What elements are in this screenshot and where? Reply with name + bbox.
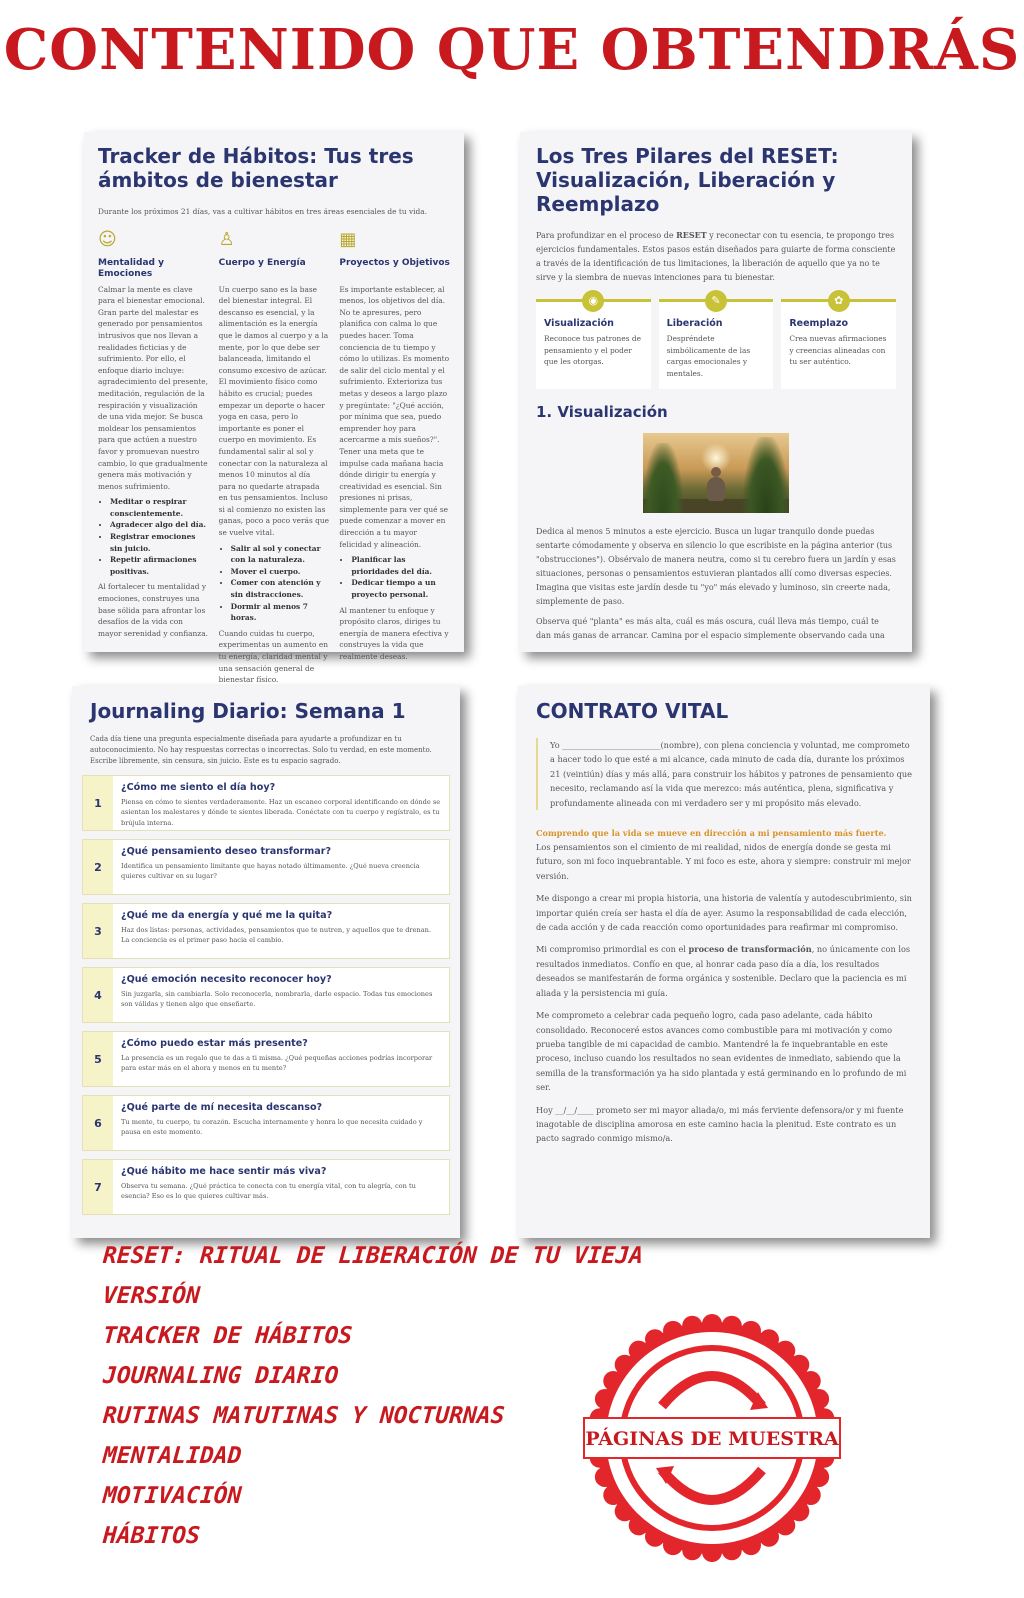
question-number: 2 — [83, 840, 113, 894]
stamp-scallop — [702, 1314, 722, 1334]
question-number: 3 — [83, 904, 113, 958]
habit-bullet: • Registrar emociones sin juicio. — [110, 531, 209, 554]
intro-text: y reconectar con tu esencia, te propongo tres ejercicios fundamentales. Estos pasos están diseñados para guiarte de forma consciente a través de la identificación de tus limitaciones, la liberación de aquello que ya no te sirve y la siembra de nuevas intenciones para tu bienestar. — [536, 231, 896, 282]
question-title: ¿Qué me da energía y qué me la quita? — [121, 910, 333, 921]
content-topics-list — [103, 1236, 663, 1556]
pillar-text: Despréndete simbólicamente de las cargas emocionales y mentales. — [666, 334, 751, 378]
content-topic: VERSIÓN — [102, 1283, 201, 1309]
question-card — [82, 1095, 450, 1151]
stamp-scallop — [682, 1316, 702, 1336]
sample-pages-stamp — [580, 1306, 844, 1570]
content-topic: JOURNALING DIARIO — [102, 1363, 340, 1389]
column-text: Calmar la mente es clave para el bienestar emocional. Gran parte del malestar es generado por pensamientos intrusivos que nos llevan a realidades ficticias y de sufrimiento. Por ello, el enfoque diario incluye: agradecimiento del presente, meditación, regulación de la respiración y visualización de una vida mejor. Se busca moldear los pensamientos para que actúen a nuestro favor y promuevan nuestro cambio, lo que gradualmente genera más motivación y menos sufrimiento. — [98, 284, 209, 491]
page-title: Los Tres Pilares del RESET: Visualización, Liberación y Reemplazo — [536, 144, 839, 216]
contract-body — [536, 840, 912, 1146]
section-body — [536, 525, 896, 643]
column-closing: Al mantener tu enfoque y propósito claros, diriges tu energía de manera efectiva y construyes la vida que realmente deseas. — [339, 605, 449, 661]
question-title: ¿Cómo me siento el día hoy? — [121, 782, 276, 793]
question-description: Identifica un pensamiento limitante que hayas notado últimamente. ¿Qué nueva creencia quieres cultivar en su lugar? — [121, 862, 420, 881]
feather-icon: ✎ — [705, 290, 727, 312]
contract-paragraph — [536, 942, 912, 1000]
question-number: 4 — [83, 968, 113, 1022]
question-content — [113, 1160, 449, 1214]
question-description: Haz dos listas: personas, actividades, pensamientos que te nutren, y aquellos que te drenan. La conciencia es el primer paso hacia el cambio. — [121, 926, 431, 945]
pillar-card — [536, 294, 651, 389]
page-intro: Durante los próximos 21 días, vas a cultivar hábitos en tres áreas esenciales de tu vida. — [98, 207, 427, 216]
map-icon: ▦ — [339, 228, 357, 250]
habit-bullet: • Mover el cuerpo. — [231, 566, 330, 578]
pillars-row — [536, 294, 896, 389]
sample-page-contract — [518, 686, 930, 1238]
question-content — [113, 776, 449, 830]
page-intro — [536, 228, 896, 285]
content-topic: MENTALIDAD — [102, 1443, 243, 1469]
question-title: ¿Cómo puedo estar más presente? — [121, 1038, 308, 1049]
stamp-scallop — [702, 1542, 722, 1562]
contract-paragraph: Me comprometo a celebrar cada pequeño logro, cada paso adelante, cada hábito consolidado. Reconoceré estos avances como combustible para mi motivación y como prueba tangible de mi capacidad de cambio. Mantendré la fe inquebrantable en este proceso, incluso cuando los resultados no sean evidentes de inmediato, sabiendo que la semilla de la transformación ya ha sido plantada y está germinando en lo profundo de mi ser. — [536, 1010, 907, 1093]
meditation-photo — [643, 433, 789, 513]
stamp-scallop — [722, 1540, 742, 1560]
question-description: Tu mente, tu cuerpo, tu corazón. Escucha internamente y honra lo que necesita cuidado y pausa en este momento. — [121, 1118, 423, 1137]
content-topic: RUTINAS MATUTINAS Y NOCTURNAS — [102, 1403, 506, 1429]
column-text: Es importante establecer, al menos, los objetivos del día. No te apresures, pero planifica con calma lo que puedes hacer. Toma conciencia de tu tiempo y cómo lo utilizas. Es momento de salir del ciclo mental y el sufrimiento. Exterioriza tus metas y deseos a largo plazo y pregúntate: "¿Qué acción, por mínima que sea, puedo emprender hoy para acercarme a mis sueños?". Tener una meta que te impulse cada mañana hacia dónde dirigir tu energía y creatividad es esencial. Sin presiones ni prisas, simplemente para ver qué se puede comenzar a mover en dirección a tu mayor felicidad y alineación. — [339, 284, 450, 549]
column-title: Proyectos y Objetivos — [339, 257, 450, 268]
column-text: Un cuerpo sano es la base del bienestar integral. El descanso es esencial, y la alimentación es la energía que le damos al cuerpo y a la mente, por lo que debe ser balanceada, limitando el consumo excesivo de azúcar. El movimiento físico como hábito es crucial; puedes empezar un deporte o hacer yoga en casa, pero lo importante es poner el cuerpo en movimiento. Es fundamental salir al sol y conectar con la naturaleza al menos 10 minutos al día para no quedarte atrapada en tus pensamientos. Incluso si al comienzo no existen las ganas, poco a poco verás que se vuelve vital. — [218, 284, 329, 538]
habit-bullet: • Dormir al menos 7 horas. — [231, 601, 330, 624]
habit-bullet: • Dedicar tiempo a un proyecto personal. — [351, 577, 450, 600]
brain-icon: ☺ — [98, 228, 117, 250]
sample-page-journaling — [72, 686, 460, 1238]
pillar-title: Liberación — [666, 318, 723, 329]
eye-icon: ◉ — [582, 290, 604, 312]
contract-quote: Yo ________________________(nombre), con plena conciencia y voluntad, me comprometo a hacer todo lo que esté a mi alcance, cada minuto de cada día, durante los próximos 21 (veintiún) días y más allá, para construir los hábitos y patrones de pensamiento que necesito, reclamando así la vida que merezco: más auténtica, plena, significativa y profundamente alineada con mi verdadero ser y mi propósito más elevado. — [536, 738, 912, 810]
page-intro: Cada día tiene una pregunta especialmente diseñada para ayudarte a profundizar en tu autoconocimiento. No hay respuestas correctas o incorrectas. Solo tu verdad, en este momento. Escribe libremente, sin censura, sin juicio. Este es tu espacio sagrado. — [90, 735, 432, 765]
paragraph-text: , no únicamente con los resultados inmediatos. Confío en que, al honrar cada paso día a día, los resultados deseados se manifestarán de forma orgánica y sostenible. Declaro que la paciencia es mi aliada y la persistencia mi guía. — [536, 944, 911, 998]
habit-bullet: • Repetir afirmaciones positivas. — [110, 554, 209, 577]
stamp-scallop — [722, 1316, 742, 1336]
column-title: Mentalidad y Emociones — [98, 257, 164, 279]
stamp-label: PÁGINAS DE MUESTRA — [585, 1428, 839, 1450]
section-paragraph: Observa qué "planta" es más alta, cuál es más oscura, cuál lleva más tiempo, cuál te dan más ganas de arrancar. Camina por el espacio simplemente observando cada una — [536, 617, 885, 640]
question-description: Observa tu semana. ¿Qué práctica te conecta con tu energía vital, con tu alegría, con tu esencia? Eso es lo que quieres cultivar más. — [121, 1182, 416, 1201]
habit-bullet: • Meditar o respirar conscientemente. — [110, 496, 209, 519]
question-content — [113, 968, 449, 1022]
content-topic: RESET: RITUAL DE LIBERACIÓN DE TU VIEJA — [102, 1243, 644, 1269]
sample-page-tracker — [84, 132, 464, 685]
pillar-text: Reconoce tus patrones de pensamiento y el poder que les otorgas. — [544, 334, 641, 367]
contract-highlight: Comprendo que la vida se mueve en dirección a mi pensamiento más fuerte. — [536, 828, 887, 839]
sprout-icon: ✿ — [828, 290, 850, 312]
sample-page-pillars — [520, 132, 912, 652]
page-title: Journaling Diario: Semana 1 — [90, 699, 406, 723]
pillar-text: Crea nuevas afirmaciones y creencias alineadas con tu ser auténtico. — [789, 334, 887, 367]
question-content — [113, 1096, 449, 1150]
question-card — [82, 775, 450, 831]
habit-bullets — [110, 496, 209, 577]
habit-columns — [98, 228, 450, 686]
question-title: ¿Qué parte de mí necesita descanso? — [121, 1102, 323, 1113]
habit-bullet: • Planificar las prioridades del día. — [351, 554, 450, 577]
question-content — [113, 904, 449, 958]
question-card — [82, 967, 450, 1023]
question-title: ¿Qué emoción necesito reconocer hoy? — [121, 974, 332, 985]
question-title: ¿Qué pensamiento deseo transformar? — [121, 846, 332, 857]
question-card — [82, 903, 450, 959]
page-title: CONTRATO VITAL — [536, 699, 729, 723]
paragraph-bold: proceso de transformación — [688, 944, 812, 955]
intro-text: Para profundizar en el proceso de — [536, 231, 677, 240]
stamp-scallop — [682, 1540, 702, 1560]
content-topic: HÁBITOS — [102, 1523, 201, 1549]
contract-paragraph: Me dispongo a crear mi propia historia, una historia de valentía y autodescubrimiento, sin importar quién creía ser hasta el día de ayer. Asumo la responsabilidad de cada elección, de cada acción y de cada reacción como oportunidades para reafirmar mi compromiso. — [536, 893, 912, 933]
habit-bullet: • Comer con atención y sin distracciones. — [231, 577, 330, 600]
person-icon: ♙ — [218, 228, 235, 250]
habit-bullet: • Agradecer algo del día. — [110, 519, 209, 531]
column-title: Cuerpo y Energía — [218, 257, 306, 268]
column-closing: Al fortalecer tu mentalidad y emociones, construyes una base sólida para afrontar los desafíos de la vida con mayor serenidad y confianza. — [98, 582, 208, 638]
question-number: 6 — [83, 1096, 113, 1150]
pillar-card — [781, 294, 896, 389]
habit-column — [219, 228, 330, 686]
question-number: 5 — [83, 1032, 113, 1086]
question-content — [113, 1032, 449, 1086]
content-topic: MOTIVACIÓN — [102, 1483, 243, 1509]
question-card — [82, 839, 450, 895]
habit-bullet: • Salir al sol y conectar con la naturaleza. — [231, 543, 330, 566]
question-description: Sin juzgarla, sin cambiarla. Solo reconocerla, nombrarla, darle espacio. Todas tus emociones son válidas y tienen algo que enseñarte. — [121, 990, 433, 1009]
contract-paragraph: Hoy __/__/____ prometo ser mi mayor aliada/o, mi más ferviente defensora/or y mi fuente inagotable de disciplina amorosa en este camino hacia la plenitud. Este contrato es un pacto sagrado conmigo mismo/a. — [536, 1104, 904, 1144]
question-number: 7 — [83, 1160, 113, 1214]
section-paragraph: Dedica al menos 5 minutos a este ejercicio. Busca un lugar tranquilo donde puedas sentarte cómodamente y observa en silencio lo que escribiste en la página anterior (tus "obstrucciones"). Obsérvalo de manera neutra, como si tu cerebro fuera un jardín y esas situaciones, personas o pensamientos estuvieran plantados allí como diversas especies. Imagina que visitas este jardín desde tu "yo" más elevado y luminoso, sin creerte nada, simplemente de paso. — [536, 527, 896, 606]
paragraph-text: Mi compromiso primordial es con el — [536, 944, 689, 955]
habit-bullets — [231, 543, 330, 624]
pillar-title: Reemplazo — [789, 318, 848, 329]
question-list — [82, 775, 450, 1215]
question-description: La presencia es un regalo que te das a ti misma. ¿Qué pequeñas acciones podrías incorporar para estar más en el ahora y menos en tu mente? — [121, 1054, 433, 1073]
habit-bullets — [351, 554, 450, 600]
question-description: Piensa en cómo te sientes verdaderamente. Haz un escaneo corporal identificando en dónde se asientan los malestares y dónde te sientes liberada. Conéctate con tu cuerpo y regístralo, es tu brújula interna. — [121, 798, 441, 827]
question-card — [82, 1031, 450, 1087]
question-content — [113, 840, 449, 894]
column-closing: Cuando cuidas tu cuerpo, experimentas un aumento en tu energía, claridad mental y una sensación general de bienestar físico. — [218, 628, 328, 685]
page-title: Tracker de Hábitos: Tus tres ámbitos de bienestar — [98, 144, 414, 192]
content-topic: TRACKER DE HÁBITOS — [102, 1323, 354, 1349]
pillar-title: Visualización — [544, 318, 614, 329]
pillar-card — [659, 294, 774, 389]
habit-column — [98, 228, 209, 686]
contract-paragraph: Los pensamientos son el cimiento de mi realidad, nidos de energía donde se gesta mi futuro, son mi foco inquebrantable. Y mi foco es este, ahora y siempre: construir mi mejor versión. — [536, 842, 911, 881]
question-card — [82, 1159, 450, 1215]
intro-bold: RESET — [676, 230, 707, 240]
question-number: 1 — [83, 776, 113, 830]
question-title: ¿Qué hábito me hace sentir más viva? — [121, 1166, 327, 1177]
main-title: CONTENIDO QUE OBTENDRÁS — [3, 17, 1021, 83]
section-title: 1. Visualización — [536, 403, 668, 421]
habit-column — [339, 228, 450, 686]
